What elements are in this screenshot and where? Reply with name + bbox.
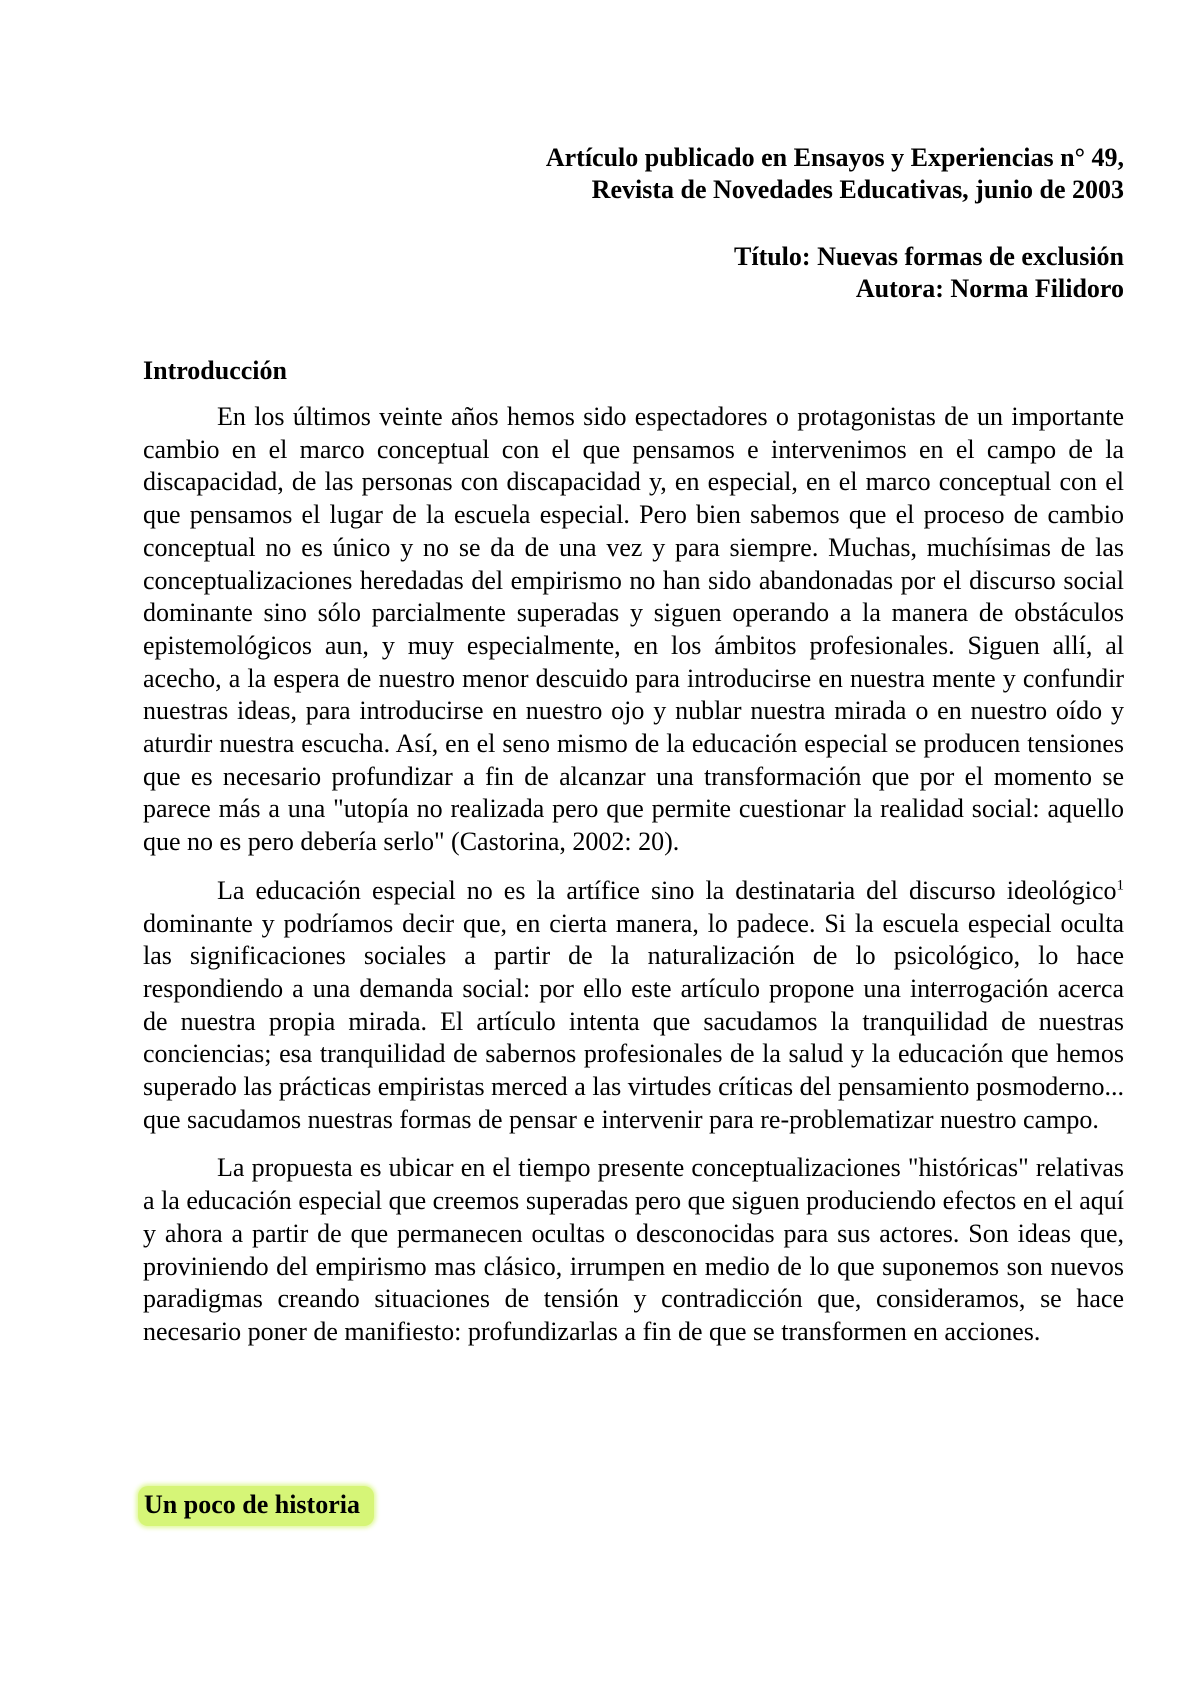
publication-line-2: Revista de Novedades Educativas, junio de 2003 bbox=[591, 175, 1124, 204]
introduction-heading: Introducción bbox=[143, 356, 287, 385]
paragraph-2-start: La educación especial no es la artífice sino la destinataria del discurso ideológico bbox=[217, 875, 1117, 905]
paragraph-2 bbox=[143, 875, 1124, 1137]
article-title: Título: Nuevas formas de exclusión bbox=[734, 242, 1124, 271]
footnote-reference[interactable]: 1 bbox=[1116, 877, 1124, 894]
paragraph-2-end: dominante y podríamos decir que, en cierta manera, lo padece. Si la escuela especial oculta las significaciones sociales a partir de la naturalización de lo psicológico, lo hace respondiendo a una demanda social: por ello este artículo propone una interrogación acerca de nuestra propia mirada. El artículo intenta que sacudamos la tranquilidad de nuestras conciencias; esa tranquilidad de sabernos profesionales de la salud y la educación que hemos superado las prácticas empiristas merced a las virtudes críticas del pensamiento posmoderno... que sacudamos nuestras formas de pensar e intervenir para re-problematizar nuestro campo. bbox=[143, 908, 1124, 1134]
publication-line-1: Artículo publicado en Ensayos y Experiencias n° 49, bbox=[545, 143, 1124, 172]
article-author: Autora: Norma Filidoro bbox=[855, 274, 1124, 303]
history-section-heading: Un poco de historia bbox=[138, 1486, 374, 1526]
publication-info bbox=[140, 142, 1124, 206]
article-info bbox=[140, 241, 1124, 305]
introduction-body bbox=[143, 401, 1124, 1365]
paragraph-1: En los últimos veinte años hemos sido espectadores o protagonistas de un importante cambio en el marco conceptual con el que pensamos e intervenimos en el campo de la discapacidad, de las personas con discapacidad y, en especial, en el marco conceptual con el que pensamos el lugar de la escuela especial. Pero bien sabemos que el proceso de cambio conceptual no es único y no se da de una vez y para siempre. Muchas, muchísimas de las conceptualizaciones heredadas del empirismo no han sido abandonadas por el discurso social dominante sino sólo parcialmente superadas y siguen operando a la manera de obstáculos epistemológicos aun, y muy especialmente, en los ámbitos profesionales. Siguen allí, al acecho, a la espera de nuestro menor descuido para introducirse en nuestra mente y confundir nuestras ideas, para introducirse en nuestro ojo y nublar nuestra mirada o en nuestro oído y aturdir nuestra escucha. Así, en el seno mismo de la educación especial se producen tensiones que es necesario profundizar a fin de alcanzar una transformación que por el momento se parece más a una "utopía no realizada pero que permite cuestionar la realidad social: aquello que no es pero debería serlo" (Castorina, 2002: 20). bbox=[143, 402, 1124, 857]
paragraph-3: La propuesta es ubicar en el tiempo presente conceptualizaciones "históricas" relativas a la educación especial que creemos superadas pero que siguen produciendo efectos en el aquí y ahora a partir de que permanecen ocultas o desconocidas para sus actores. Son ideas que, proviniendo del empirismo mas clásico, irrumpen en medio de lo que suponemos son nuevos paradigmas creando situaciones de tensión y contradicción que, consideramos, se hace necesario poner de manifiesto: profundizarlas a fin de que se transformen en acciones. bbox=[143, 1153, 1124, 1346]
